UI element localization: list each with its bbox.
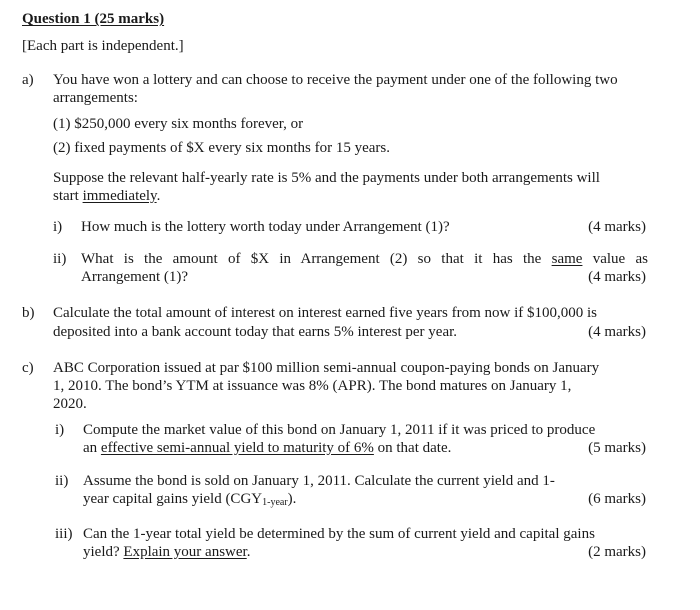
part-c-iii-text-a: yield? [83, 544, 124, 560]
part-c-i-line2 [83, 439, 451, 457]
question-title: Question 1 (25 marks) [22, 11, 165, 27]
part-a-option1: (1) $250,000 every six months forever, or [53, 116, 304, 132]
part-a-ii-marks: (4 marks) [588, 269, 646, 285]
part-a-label: a) [22, 72, 34, 88]
part-c-iii-line1: Can the 1-year total yield be determined by the sum of current yield and capital gains [83, 526, 595, 542]
part-c-i-text-b: on that date. [373, 440, 452, 456]
part-c-i-label: i) [55, 422, 65, 438]
part-a-ii-text-a: What is the amount of $X in Arrangement (2) so that it has the [81, 251, 542, 267]
part-c-i-marks: (5 marks) [588, 440, 646, 456]
part-c-ii-line2 [83, 490, 296, 512]
part-c-ii-label: ii) [55, 473, 69, 489]
part-c-ii-marks: (6 marks) [588, 491, 646, 507]
part-c-i-line1: Compute the market value of this bond on January 1, 2011 if it was priced to produce [83, 422, 596, 438]
part-c-iii-marks: (2 marks) [588, 544, 646, 560]
part-a-i-text: How much is the lottery worth today under Arrangement (1)? [81, 219, 450, 235]
part-a-line1: You have won a lottery and can choose to receive the payment under one of the following two [53, 72, 618, 88]
part-a-immediately: immediately [82, 188, 157, 204]
part-a-i-marks: (4 marks) [588, 219, 646, 235]
part-c-ii-text-a: year capital gains yield (CGY [83, 491, 263, 507]
part-a-option2: (2) fixed payments of $X every six months for 15 years. [53, 140, 391, 156]
part-c-line3: 2020. [53, 396, 87, 412]
part-a-suppose-line2 [53, 187, 160, 205]
part-a-suppose-start: start [53, 188, 83, 204]
part-a-ii-text-b: value as [592, 251, 648, 267]
part-a-line2: arrangements: [53, 90, 138, 106]
part-b-label: b) [22, 305, 35, 321]
part-a-ii-label: ii) [53, 251, 67, 267]
part-b-line1: Calculate the total amount of interest on interest earned five years from now if $100,000 is [53, 305, 598, 321]
part-b-marks: (4 marks) [588, 324, 646, 340]
part-c-ii-line1: Assume the bond is sold on January 1, 2011. Calculate the current yield and 1- [83, 473, 555, 489]
part-a-ii-line2: Arrangement (1)? [81, 269, 189, 285]
part-c-label: c) [22, 360, 34, 376]
part-c-line2: 1, 2010. The bond’s YTM at issuance was 8% (APR). The bond matures on January 1, [53, 378, 572, 394]
part-c-iii-label: iii) [55, 526, 73, 542]
part-c-i-effective-yield: effective semi-annual yield to maturity of 6% [100, 440, 374, 456]
part-a-i-label: i) [53, 219, 63, 235]
part-c-iii-text-b: . [246, 544, 251, 560]
independence-note: [Each part is independent.] [22, 38, 184, 54]
part-c-ii-text-b: ). [287, 491, 297, 507]
part-a-suppose-end: . [156, 188, 161, 204]
part-a-ii-same: same [551, 251, 583, 267]
part-c-iii-line2 [83, 543, 250, 561]
part-a-ii-line1 [81, 250, 648, 268]
part-a-suppose-line1: Suppose the relevant half-yearly rate is 5% and the payments under both arrangements will [53, 170, 600, 186]
part-b-line2: deposited into a bank account today that earns 5% interest per year. [53, 324, 458, 340]
part-c-iii-explain: Explain your answer [123, 544, 247, 560]
part-c-ii-subscript: 1-year [262, 497, 288, 508]
part-c-line1: ABC Corporation issued at par $100 million semi-annual coupon-paying bonds on January [53, 360, 600, 376]
part-c-i-text-a: an [83, 440, 101, 456]
